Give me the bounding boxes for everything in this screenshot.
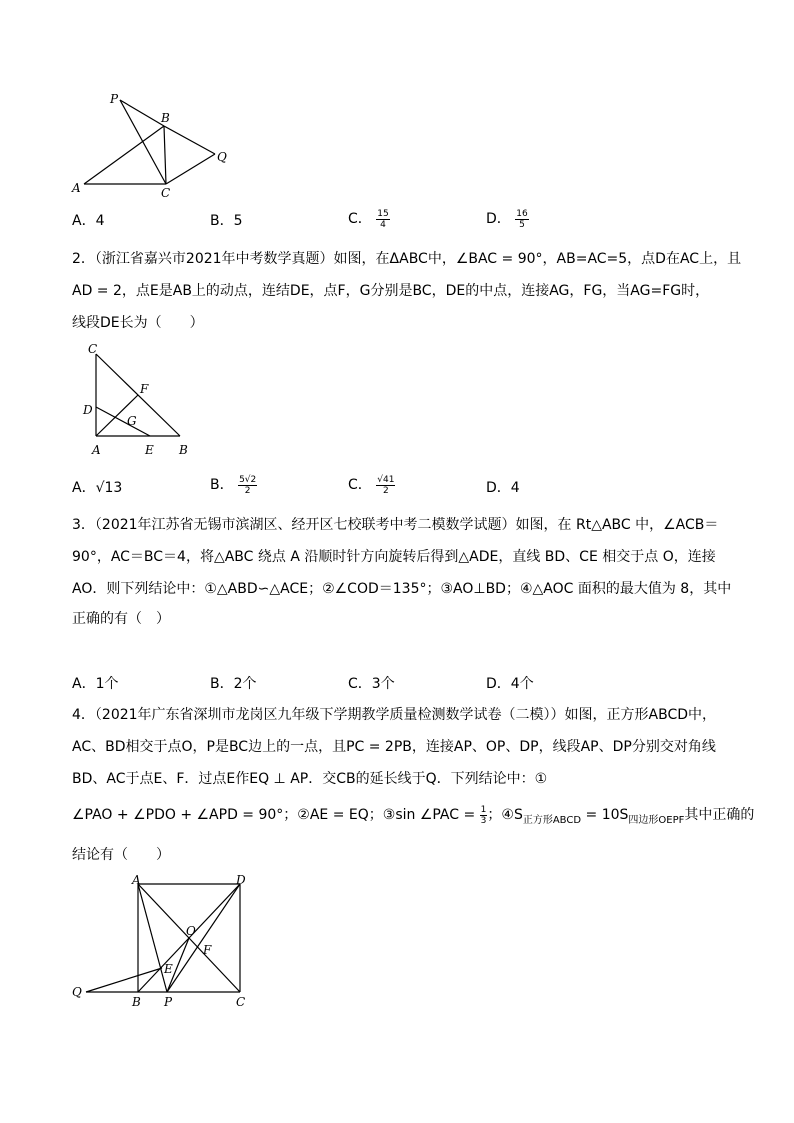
q2-figure	[80, 340, 200, 460]
q3-line3: AO．则下列结论中：①△ABD∽△ACE；②∠COD＝135°；③AO⊥BD；④△AOC 面积的最大值为 8，其中	[72, 581, 732, 597]
q1-option-d[interactable]	[486, 208, 529, 230]
option-value: 5	[233, 213, 243, 229]
segment-BQ	[164, 126, 215, 154]
q1-option-a[interactable]	[72, 210, 105, 232]
q4-line3: BD、AC于点E、F．过点E作EQ ⊥ AP．交CB的延长线于Q．下列结论中：①	[72, 771, 548, 787]
fraction-numerator: √41	[377, 474, 395, 485]
option-value: 4	[510, 480, 520, 496]
label-G: G	[127, 414, 137, 428]
option-letter: C．	[348, 211, 372, 227]
segment-PC	[120, 100, 166, 184]
fraction-denominator: 4	[380, 219, 386, 230]
q2-line2: AD = 2，点E是AB上的动点，连结DE，点F，G分别是BC，DE的中点，连接AG，FG，当AG=FG时，	[72, 283, 710, 299]
q2-line1: 2．（浙江省嘉兴市2021年中考数学真题）如图，在ΔABC中，∠BAC = 90°，AB=AC=5，点D在AC上，且	[72, 251, 742, 267]
q3-option-b[interactable]	[210, 673, 257, 695]
option-letter: B．	[210, 213, 234, 229]
option-letter: C．	[348, 477, 372, 493]
label-F: F	[140, 382, 149, 396]
label-E: E	[145, 443, 154, 457]
q4-figure	[66, 872, 266, 1012]
q3-option-a[interactable]	[72, 673, 119, 695]
label-A: A	[92, 443, 101, 457]
option-letter: D．	[486, 211, 511, 227]
q2-option-c[interactable]	[348, 474, 395, 496]
option-value: 1个	[95, 676, 119, 692]
fraction-numerator: 15	[377, 208, 389, 219]
fraction-numerator: 1	[480, 804, 487, 815]
segment-DP	[167, 884, 240, 992]
q1-option-b[interactable]	[210, 210, 243, 232]
option-letter: D．	[486, 676, 511, 692]
option-letter: A．	[72, 213, 96, 229]
subscript-square: 正方形ABCD	[522, 814, 582, 826]
q3-option-d[interactable]	[486, 673, 534, 695]
q4-line4	[72, 804, 754, 832]
label-E: E	[164, 962, 173, 976]
q2-option-a[interactable]	[72, 477, 122, 499]
label-C: C	[88, 342, 98, 356]
subscript-quadrilateral: 四边形OEPF	[628, 814, 685, 826]
fraction-denominator: 3	[480, 815, 487, 826]
fraction	[515, 209, 528, 230]
fraction	[376, 475, 395, 496]
label-D: D	[236, 873, 246, 887]
label-B: B	[132, 995, 141, 1009]
option-letter: B．	[210, 676, 234, 692]
q1-option-c[interactable]	[348, 208, 390, 230]
fraction-denominator: 2	[382, 485, 389, 496]
q3-option-c[interactable]	[348, 673, 395, 695]
option-letter: D．	[486, 480, 511, 496]
label-P: P	[110, 92, 119, 106]
q3-line2: 90°，AC＝BC＝4，将△ABC 绕点 A 沿顺时针方向旋转后得到△ADE，直线 BD、CE 相交于点 O，连接	[72, 549, 716, 565]
label-Q: Q	[72, 985, 82, 999]
option-value: 4	[95, 213, 105, 229]
fraction-denominator: 5	[519, 219, 525, 230]
q3-line4: 正确的有（ ）	[72, 611, 170, 627]
segment-AB	[84, 126, 164, 184]
q4-line4-part4: 其中正确的	[684, 807, 755, 823]
segment-CQ	[166, 154, 215, 184]
label-P: P	[164, 995, 173, 1009]
fraction	[376, 209, 389, 230]
fraction-denominator: 2	[244, 485, 251, 496]
label-B: B	[161, 111, 170, 125]
option-value: √13	[95, 480, 123, 496]
label-A: A	[132, 873, 141, 887]
segment-BC	[164, 126, 166, 184]
label-C: C	[236, 995, 246, 1009]
option-value: 2个	[233, 676, 257, 692]
q2-option-b[interactable]	[210, 474, 257, 496]
q1-figure	[60, 88, 240, 203]
option-letter: B．	[210, 477, 234, 493]
q3-line1: 3．（2021年江苏省无锡市滨湖区、经开区七校联考中考二模数学试题）如图，在 Rt△ABC 中，∠ACB＝	[72, 517, 719, 533]
q4-line4-part2: ；④S	[487, 807, 523, 823]
label-D: D	[83, 403, 93, 417]
label-Q: Q	[217, 150, 227, 164]
q2-line3: 线段DE长为（ ）	[72, 315, 204, 331]
q4-line4-part3: = 10S	[581, 807, 629, 823]
q2-option-d[interactable]	[486, 477, 520, 499]
label-A: A	[72, 181, 81, 195]
option-value: 4个	[510, 676, 534, 692]
q4-line5: 结论有（ ）	[72, 847, 170, 863]
label-B: B	[179, 443, 188, 457]
fraction	[238, 475, 257, 496]
segment-DE	[96, 407, 150, 436]
option-value: 3个	[371, 676, 395, 692]
fraction-numerator: 5√2	[239, 474, 257, 485]
label-O: O	[186, 924, 196, 938]
q4-line1: 4．（2021年广东省深圳市龙岗区九年级下学期教学质量检测数学试卷（二模））如图，正方形ABCD中，	[72, 707, 717, 723]
label-F: F	[203, 943, 212, 957]
q4-line4-part1: ∠PAO + ∠PDO + ∠APD = 90°；②AE = EQ；③sin ∠PAC =	[72, 807, 480, 823]
q4-line2: AC、BD相交于点O，P是BC边上的一点，且PC = 2PB，连接AP、OP、DP，线段AP、DP分别交对角线	[72, 739, 716, 755]
fraction-numerator: 16	[516, 208, 528, 219]
option-letter: A．	[72, 676, 96, 692]
label-C: C	[161, 186, 171, 200]
segment-QE	[86, 968, 162, 992]
option-letter: C．	[348, 676, 372, 692]
option-letter: A．	[72, 480, 96, 496]
